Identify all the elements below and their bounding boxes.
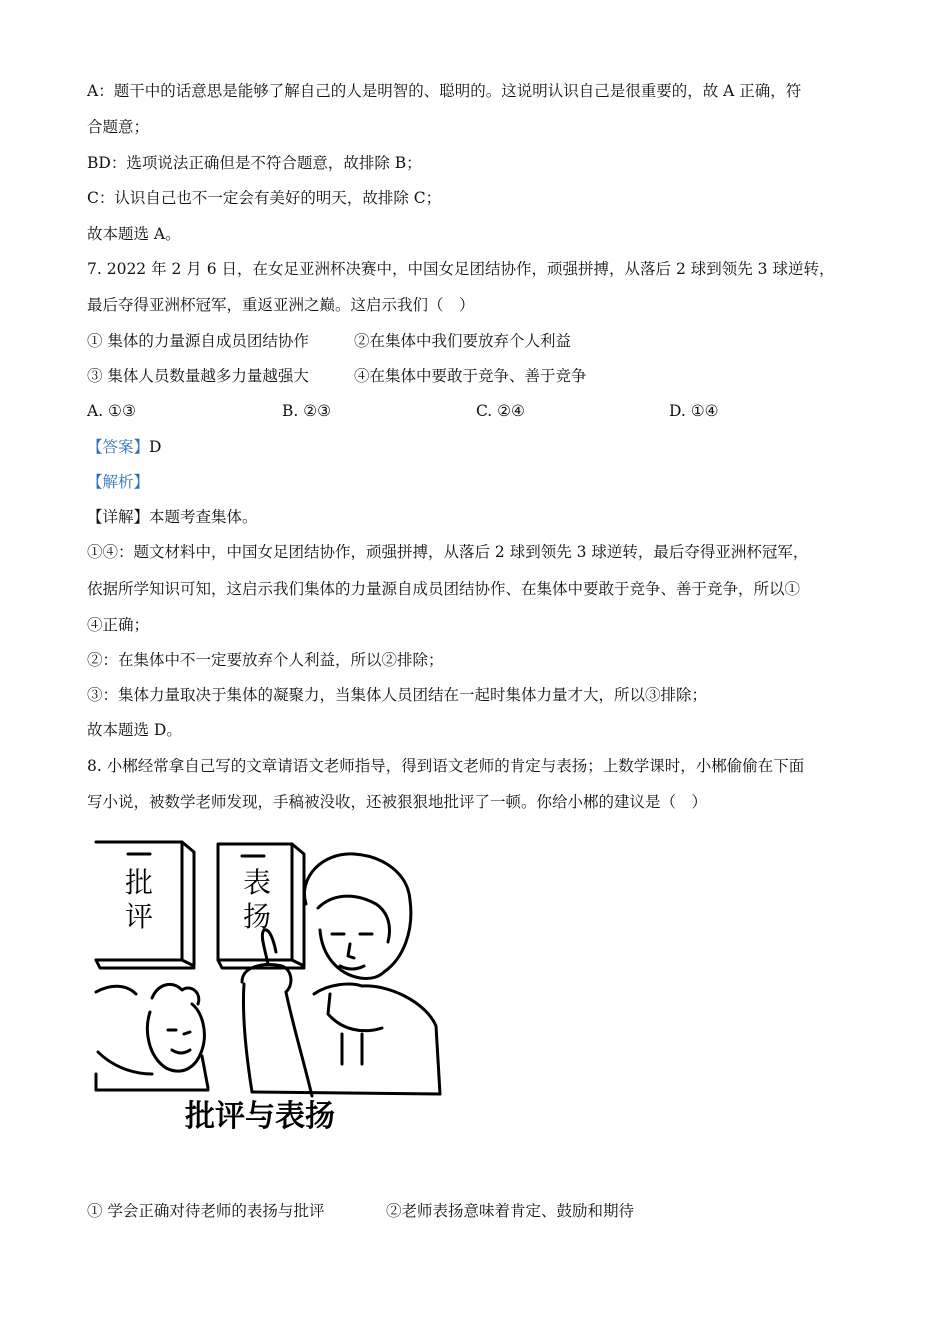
q8-item-2: ②老师表扬意味着肯定、鼓励和期待 <box>386 1202 635 1220</box>
sad-student-figure <box>96 984 208 1090</box>
detail-tag: 【详解】 <box>87 508 150 526</box>
q7-item-1: ① 集体的力量源自成员团结协作 <box>87 332 309 350</box>
q8-item-1: ① 学会正确对待老师的表扬与批评 <box>87 1202 325 1220</box>
q7-choice-c: C. ②④ <box>476 402 525 420</box>
prev-option-a-line-1: A：题干中的话意思是能够了解自己的人是明智的、聪明的。这说明认识自己是很重要的，故 A 正确，符 <box>87 82 802 100</box>
q8-stem-line-1: 8. 小郴经常拿自己写的文章请语文老师指导，得到语文老师的肯定与表扬；上数学课时，小郴偷偷在下面 <box>87 757 805 775</box>
illustration-caption: 批评与表扬 <box>185 1099 335 1134</box>
criticism-book-char-2: 评 <box>124 900 154 933</box>
q7-item-4: ④在集体中要敢于竞争、善于竞争 <box>354 367 587 385</box>
q7-item-3: ③ 集体人员数量越多力量越强大 <box>87 367 309 385</box>
q7-item-2: ②在集体中我们要放弃个人利益 <box>354 332 572 350</box>
praise-book-char-1: 表 <box>242 866 272 899</box>
criticism-praise-illustration <box>92 834 452 1144</box>
q7-choice-a: A. ①③ <box>87 402 136 420</box>
q7-explanation-line-2: 依据所学知识可知，这启示我们集体的力量源自成员团结协作、在集体中要敢于竞争、善于竞争，所以① <box>87 580 801 598</box>
student-figure <box>242 854 440 1096</box>
q7-choice-b: B. ②③ <box>282 402 332 420</box>
q7-items-row-1 <box>87 331 572 351</box>
q7-explanation-line-4: ②：在集体中不一定要放弃个人利益，所以②排除； <box>87 651 444 669</box>
q7-choice-d: D. ①④ <box>669 402 719 420</box>
q7-detail-line <box>87 507 258 527</box>
q7-answer-line <box>87 437 161 457</box>
q7-answer: D <box>149 438 162 456</box>
q7-stem-line-1: 7. 2022 年 2 月 6 日，在女足亚洲杯决赛中，中国女足团结协作，顽强拼搏，从落后 2 球到领先 3 球逆转， <box>87 260 835 278</box>
praise-book-char-2: 扬 <box>242 900 272 933</box>
q7-explanation-line-1: ①④：题文材料中，中国女足团结协作，顽强拼搏，从落后 2 球到领先 3 球逆转，最后夺得亚洲杯冠军， <box>87 543 809 561</box>
q7-conclusion: 故本题选 D。 <box>87 721 182 739</box>
answer-tag: 【答案】 <box>87 438 150 456</box>
analysis-tag: 【解析】 <box>87 473 150 491</box>
q7-items-row-2 <box>87 366 587 386</box>
q8-items-row-1 <box>87 1201 635 1221</box>
q7-stem-line-2: 最后夺得亚洲杯冠军，重返亚洲之巅。这启示我们（ ） <box>87 296 475 314</box>
prev-conclusion: 故本题选 A。 <box>87 225 181 243</box>
prev-option-bd: BD：选项说法正确但是不符合题意，故排除 B； <box>87 154 422 172</box>
prev-option-c: C：认识自己也不一定会有美好的明天，故排除 C； <box>87 189 442 207</box>
q7-explanation-line-5: ③：集体力量取决于集体的凝聚力，当集体人员团结在一起时集体力量才大，所以③排除； <box>87 686 708 704</box>
prev-option-a-line-2: 合题意； <box>87 118 150 136</box>
q7-detail: 本题考查集体。 <box>149 508 258 526</box>
q7-explanation-line-3: ④正确； <box>87 616 150 634</box>
criticism-book-char-1: 批 <box>124 866 154 899</box>
q8-stem-line-2: 写小说，被数学老师发现，手稿被没收，还被狠狠地批评了一顿。你给小郴的建议是（ ） <box>87 793 708 811</box>
